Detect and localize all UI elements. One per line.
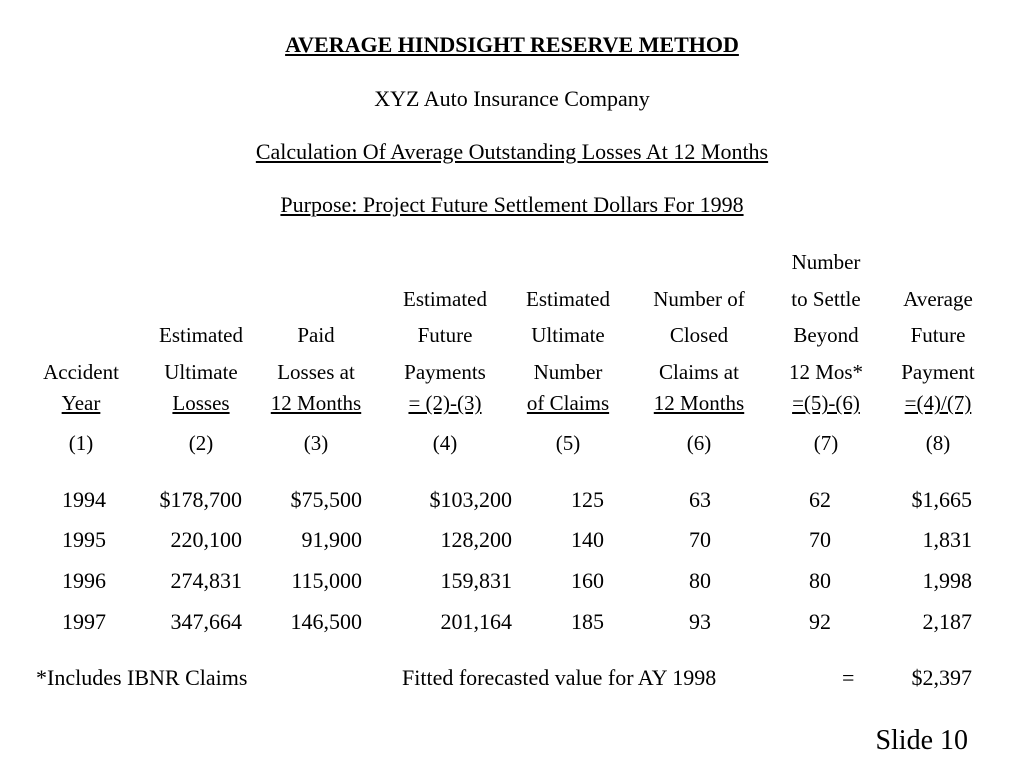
header-col8-number: (8) (925, 431, 951, 455)
header-col1-number: (1) (68, 431, 94, 455)
forecast-equals: = (842, 665, 855, 690)
table-cell-r4-c8: 2,187 (922, 609, 972, 634)
header-col4-line5: = (2)-(3) (408, 391, 482, 415)
header-col8-line2: Average (903, 287, 973, 311)
table-cell-r1-c5: 125 (571, 487, 604, 512)
table-cell-r2-c5: 140 (571, 527, 604, 552)
calculation-subtitle: Calculation Of Average Outstanding Losses At 12 Months (255, 139, 769, 164)
header-col5-number: (5) (555, 431, 581, 455)
table-cell-r3-c7: 80 (809, 568, 831, 593)
table-cell-r4-c3: 146,500 (290, 609, 362, 634)
table-cell-r4-c1: 1997 (62, 609, 106, 634)
header-col2-line4: Ultimate (164, 360, 238, 384)
table-cell-r2-c3: 91,900 (301, 527, 362, 552)
table-cell-r2-c6: 70 (689, 527, 711, 552)
header-col3-line5: 12 Months (270, 391, 362, 415)
header-col8-line4: Payment (901, 360, 975, 384)
header-col6-line4: Claims at (659, 360, 739, 384)
header-col7-line5: =(5)-(6) (792, 391, 860, 415)
table-cell-r2-c8: 1,831 (922, 527, 972, 552)
table-cell-r1-c7: 62 (809, 487, 831, 512)
header-col4-number: (4) (432, 431, 458, 455)
header-col2-number: (2) (188, 431, 214, 455)
header-col3-line4: Losses at (277, 360, 355, 384)
table-cell-r3-c3: 115,000 (291, 568, 362, 593)
header-col5-line4: Number (533, 360, 603, 384)
header-col5-line2: Estimated (526, 287, 610, 311)
header-col4-line4: Payments (404, 360, 486, 384)
table-cell-r3-c6: 80 (689, 568, 711, 593)
header-col6-number: (6) (686, 431, 712, 455)
header-col2-line3: Estimated (159, 323, 243, 347)
header-col7-number: (7) (813, 431, 839, 455)
table-cell-r4-c6: 93 (689, 609, 711, 634)
forecast-value: $2,397 (911, 665, 972, 690)
slide-number: Slide 10 (875, 725, 968, 756)
header-col6-line3: Closed (669, 323, 729, 347)
header-col7-line1: Number (791, 250, 861, 274)
header-col4-line2: Estimated (403, 287, 487, 311)
header-col7-line4: 12 Mos* (788, 360, 864, 384)
table-cell-r1-c8: $1,665 (911, 487, 972, 512)
table-cell-r1-c4: $103,200 (429, 487, 512, 512)
table-cell-r3-c8: 1,998 (922, 568, 972, 593)
table-cell-r3-c2: 274,831 (170, 568, 242, 593)
header-col5-line3: Ultimate (531, 323, 605, 347)
header-col2-line5: Losses (172, 391, 230, 415)
header-col3-number: (3) (303, 431, 329, 455)
header-col6-line5: 12 Months (653, 391, 745, 415)
header-col7-line2: to Settle (791, 287, 861, 311)
table-cell-r2-c4: 128,200 (440, 527, 512, 552)
purpose-subtitle: Purpose: Project Future Settlement Dollars For 1998 (280, 192, 744, 217)
table-cell-r1-c2: $178,700 (159, 487, 242, 512)
ibnr-footnote: *Includes IBNR Claims (36, 665, 248, 690)
table-cell-r2-c2: 220,100 (170, 527, 242, 552)
header-col3-line3: Paid (297, 323, 335, 347)
table-cell-r1-c6: 63 (689, 487, 711, 512)
header-col4-line3: Future (417, 323, 473, 347)
table-cell-r4-c4: 201,164 (440, 609, 512, 634)
table-cell-r4-c5: 185 (571, 609, 604, 634)
header-col8-line3: Future (910, 323, 966, 347)
table-cell-r2-c1: 1995 (62, 527, 106, 552)
table-cell-r1-c1: 1994 (62, 487, 106, 512)
header-col8-line5: =(4)/(7) (904, 391, 972, 415)
table-cell-r3-c1: 1996 (62, 568, 106, 593)
table-cell-r2-c7: 70 (809, 527, 831, 552)
title-main: AVERAGE HINDSIGHT RESERVE METHOD (285, 32, 739, 57)
table-cell-r4-c2: 347,664 (170, 609, 242, 634)
table-cell-r3-c5: 160 (571, 568, 604, 593)
header-col6-line2: Number of (653, 287, 745, 311)
header-col5-line5: of Claims (526, 391, 610, 415)
table-cell-r4-c7: 92 (809, 609, 831, 634)
header-col7-line3: Beyond (793, 323, 859, 347)
header-col1-line4: Accident (43, 360, 119, 384)
table-cell-r3-c4: 159,831 (440, 568, 512, 593)
header-col1-line5: Year (61, 391, 101, 415)
company-name: XYZ Auto Insurance Company (374, 86, 650, 111)
forecast-label: Fitted forecasted value for AY 1998 (402, 665, 717, 690)
table-cell-r1-c3: $75,500 (290, 487, 362, 512)
